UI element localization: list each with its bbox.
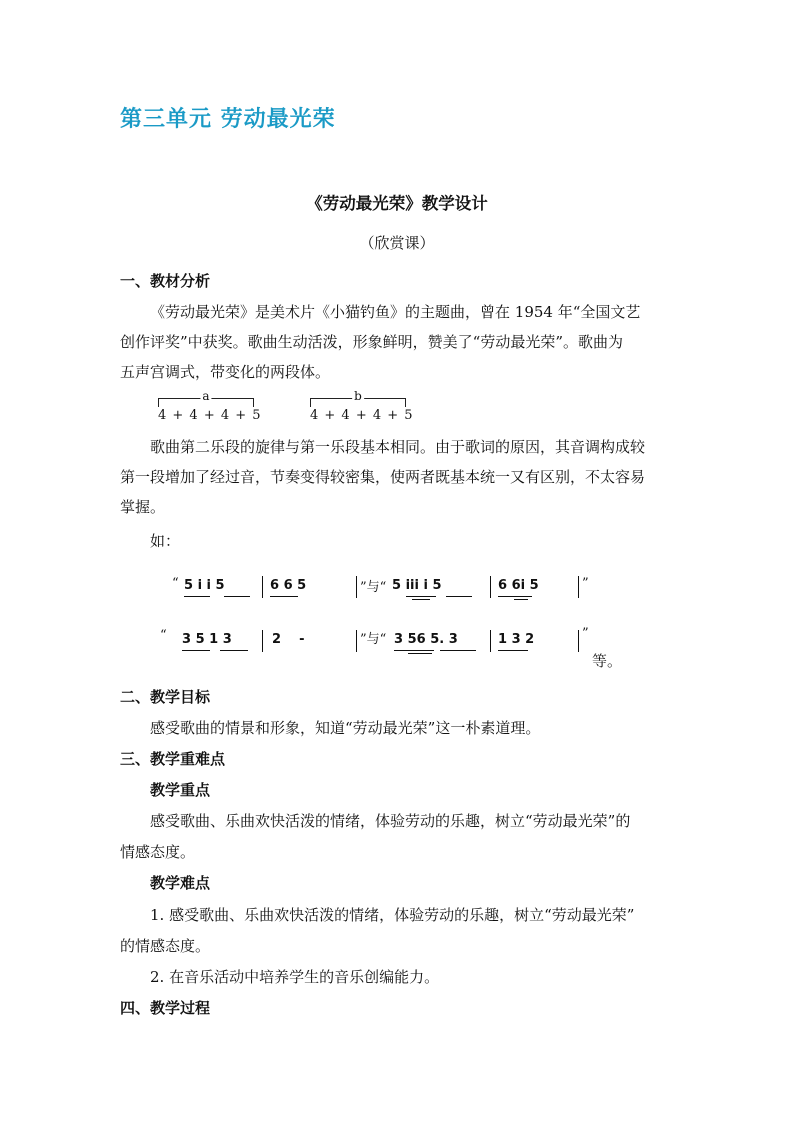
bar-line xyxy=(490,576,491,598)
score-suffix: 等。 xyxy=(592,652,623,670)
beam-underline xyxy=(412,599,430,600)
bar-line xyxy=(578,630,579,652)
beam-underline xyxy=(224,596,250,597)
document-subtitle: （欣赏课） xyxy=(359,234,435,252)
example-label: 如： xyxy=(150,532,181,550)
section-heading-objectives: 二、教学目标 xyxy=(120,688,211,706)
beam-underline xyxy=(270,596,298,597)
subheading-difficulty: 教学难点 xyxy=(150,874,211,892)
paragraph-line: 1. 感受歌曲、乐曲欢快活泼的情绪，体验劳动的乐趣，树立“劳动最光荣” xyxy=(150,906,635,924)
subheading-key: 教学重点 xyxy=(150,781,211,799)
score-notes: 1 3 2 xyxy=(498,632,535,647)
bar-line xyxy=(356,576,357,598)
score-quote: “ xyxy=(172,576,179,591)
score-notes: 2 - xyxy=(272,632,305,647)
beam-underline xyxy=(514,599,528,600)
section-heading-key-points: 三、教学重难点 xyxy=(120,750,226,768)
paragraph-line: 歌曲第二乐段的旋律与第一乐段基本相同。由于歌词的原因，其音调构成较 xyxy=(150,438,646,456)
bar-line xyxy=(490,630,491,652)
paragraph-line: 《劳动最光荣》是美术片《小猫钓鱼》的主题曲，曾在 1954 年“全国文艺 xyxy=(150,303,641,321)
form-letter-b: b xyxy=(354,389,362,403)
score-notes: 5 iii i 5 xyxy=(392,578,442,593)
form-letter-a: a xyxy=(202,389,210,403)
beam-underline xyxy=(406,596,436,597)
score-notes: 3 56 5. 3 xyxy=(394,632,458,647)
document-title: 《劳动最光荣》教学设计 xyxy=(306,194,488,213)
paragraph-line: 感受歌曲、乐曲欢快活泼的情绪，体验劳动的乐趣，树立“劳动最光荣”的 xyxy=(150,812,631,830)
beam-underline xyxy=(440,650,476,651)
beam-underline xyxy=(498,596,532,597)
beam-underline xyxy=(182,650,210,651)
section-heading-process: 四、教学过程 xyxy=(120,999,211,1017)
unit-title: 第三单元 劳动最光荣 xyxy=(120,107,336,132)
score-quote: “ xyxy=(160,628,167,643)
form-diagram-b xyxy=(310,389,414,426)
paragraph-line: 情感态度。 xyxy=(120,843,196,861)
paragraph-line: 第一段增加了经过音，节奏变得较密集，使两者既基本统一又有区别，不太容易 xyxy=(120,468,646,486)
score-line-2 xyxy=(150,626,630,670)
bar-line xyxy=(578,576,579,598)
score-quote: ” xyxy=(582,576,589,591)
score-line-1 xyxy=(150,574,610,604)
score-notes: 6 6 5 xyxy=(270,578,307,593)
paragraph-line: 的情感态度。 xyxy=(120,937,211,955)
beam-underline xyxy=(408,653,432,654)
form-diagram-a xyxy=(158,389,262,426)
form-numbers-b: 4 + 4 + 4 + 5 xyxy=(310,408,414,423)
beam-underline xyxy=(220,650,248,651)
score-notes: 6 6i 5 xyxy=(498,578,539,593)
score-quote: ” xyxy=(582,626,589,641)
score-connector: ”与“ xyxy=(360,580,387,595)
bar-line xyxy=(356,630,357,652)
paragraph-line: 感受歌曲的情景和形象，知道“劳动最光荣”这一朴素道理。 xyxy=(150,719,541,737)
form-numbers-a: 4 + 4 + 4 + 5 xyxy=(158,408,262,423)
bar-line xyxy=(262,576,263,598)
paragraph-line: 掌握。 xyxy=(120,498,166,516)
paragraph-line: 2. 在音乐活动中培养学生的音乐创编能力。 xyxy=(150,968,440,986)
beam-underline xyxy=(184,596,210,597)
score-notes: 5 i i 5 xyxy=(184,578,225,593)
beam-underline xyxy=(498,650,528,651)
score-notes: 3 5 1 3 xyxy=(182,632,232,647)
paragraph-line: 五声宫调式，带变化的两段体。 xyxy=(120,363,331,381)
paragraph-line: 创作评奖”中获奖。歌曲生动活泼，形象鲜明，赞美了“劳动最光荣”。歌曲为 xyxy=(120,333,624,351)
beam-underline xyxy=(446,596,472,597)
bar-line xyxy=(262,630,263,652)
score-connector: ”与“ xyxy=(360,632,387,647)
beam-underline xyxy=(394,650,434,651)
section-heading-analysis: 一、教材分析 xyxy=(120,272,211,290)
